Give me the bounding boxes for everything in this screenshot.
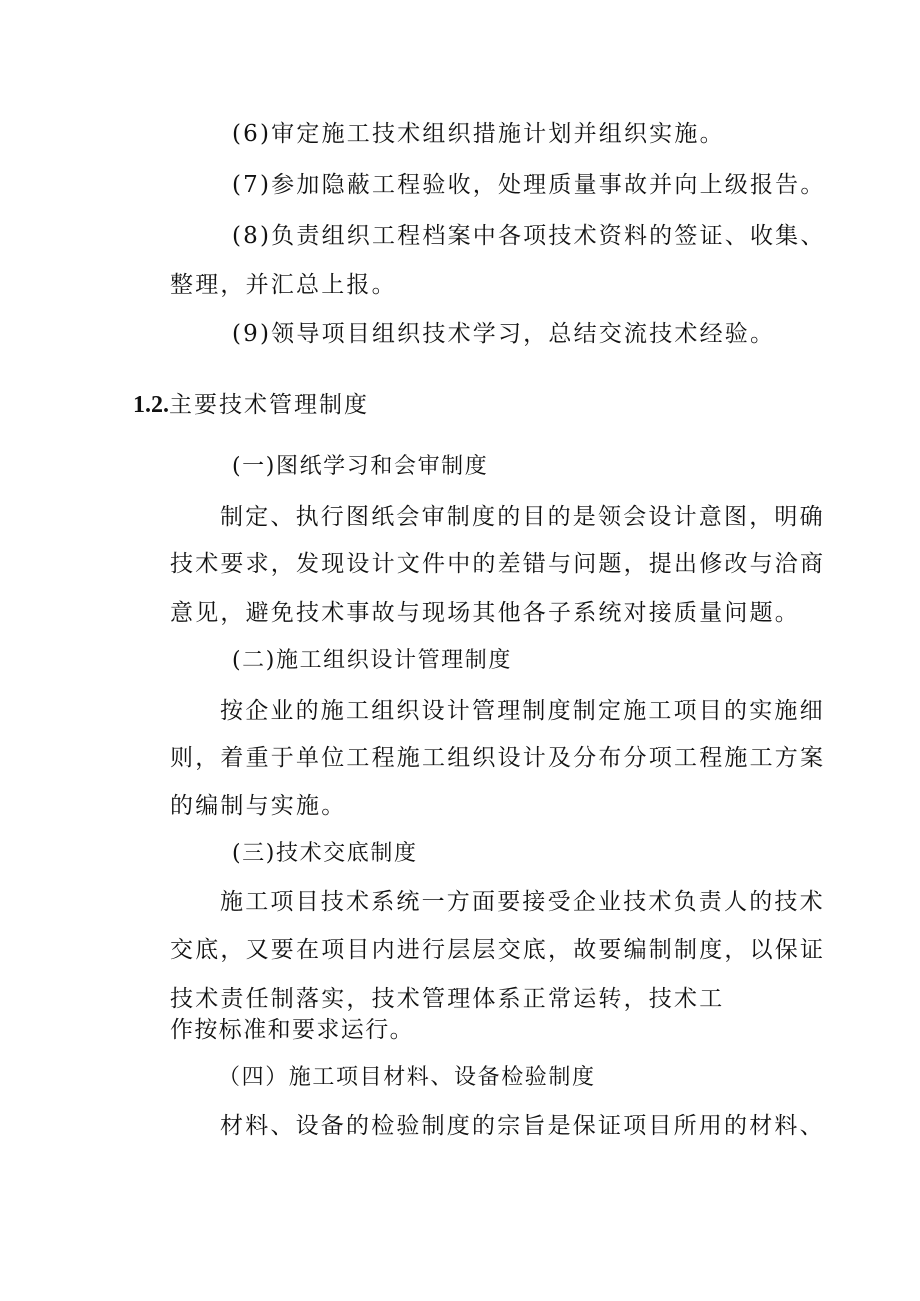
paragraph-3-line-3: 技术责任制落实，技术管理体系正常运转，技术工 xyxy=(170,986,725,1012)
paragraph-4-line-1: 材料、设备的检验制度的宗旨是保证项目所用的材料、 xyxy=(220,1113,825,1139)
section-heading xyxy=(133,390,369,420)
paragraph-3-line-1: 施工项目技术系统一方面要接受企业技术负责人的技术 xyxy=(220,889,825,915)
list-item-8-continued: 整理，并汇总上报。 xyxy=(170,272,397,298)
paragraph-2-line-3: 的编制与实施。 xyxy=(170,793,347,819)
section-number: 1.2. xyxy=(133,392,169,418)
list-item-7: (7)参加隐蔽工程验收，处理质量事故并向上级报告。 xyxy=(232,172,826,198)
paragraph-3-line-2: 交底，又要在项目内进行层层交底，故要编制制度，以保证 xyxy=(170,937,826,963)
subsection-title-2: (二)施工组织设计管理制度 xyxy=(232,648,512,673)
paragraph-3-line-4: 作按标准和要求运行。 xyxy=(170,1017,414,1043)
subsection-title-3: (三)技术交底制度 xyxy=(232,841,418,866)
section-title: 主要技术管理制度 xyxy=(169,392,369,418)
subsection-title-1: (一)图纸学习和会审制度 xyxy=(232,454,489,479)
paragraph-1-line-3: 意见，避免技术事故与现场其他各子系统对接质量问题。 xyxy=(170,600,800,626)
list-item-6: (6)审定施工技术组织措施计划并组织实施。 xyxy=(232,121,725,147)
paragraph-1-line-1: 制定、执行图纸会审制度的目的是领会设计意图，明确 xyxy=(220,504,825,530)
subsection-title-4: （四）施工项目材料、设备检验制度 xyxy=(218,1065,596,1090)
list-item-8: (8)负责组织工程档案中各项技术资料的签证、收集、 xyxy=(232,223,826,249)
paragraph-2-line-1: 按企业的施工组织设计管理制度制定施工项目的实施细 xyxy=(220,698,825,724)
list-item-9: (9)领导项目组织技术学习，总结交流技术经验。 xyxy=(232,321,776,347)
paragraph-1-line-2: 技术要求，发现设计文件中的差错与问题，提出修改与洽商 xyxy=(170,551,826,577)
paragraph-2-line-2: 则，着重于单位工程施工组织设计及分布分项工程施工方案 xyxy=(170,745,826,771)
